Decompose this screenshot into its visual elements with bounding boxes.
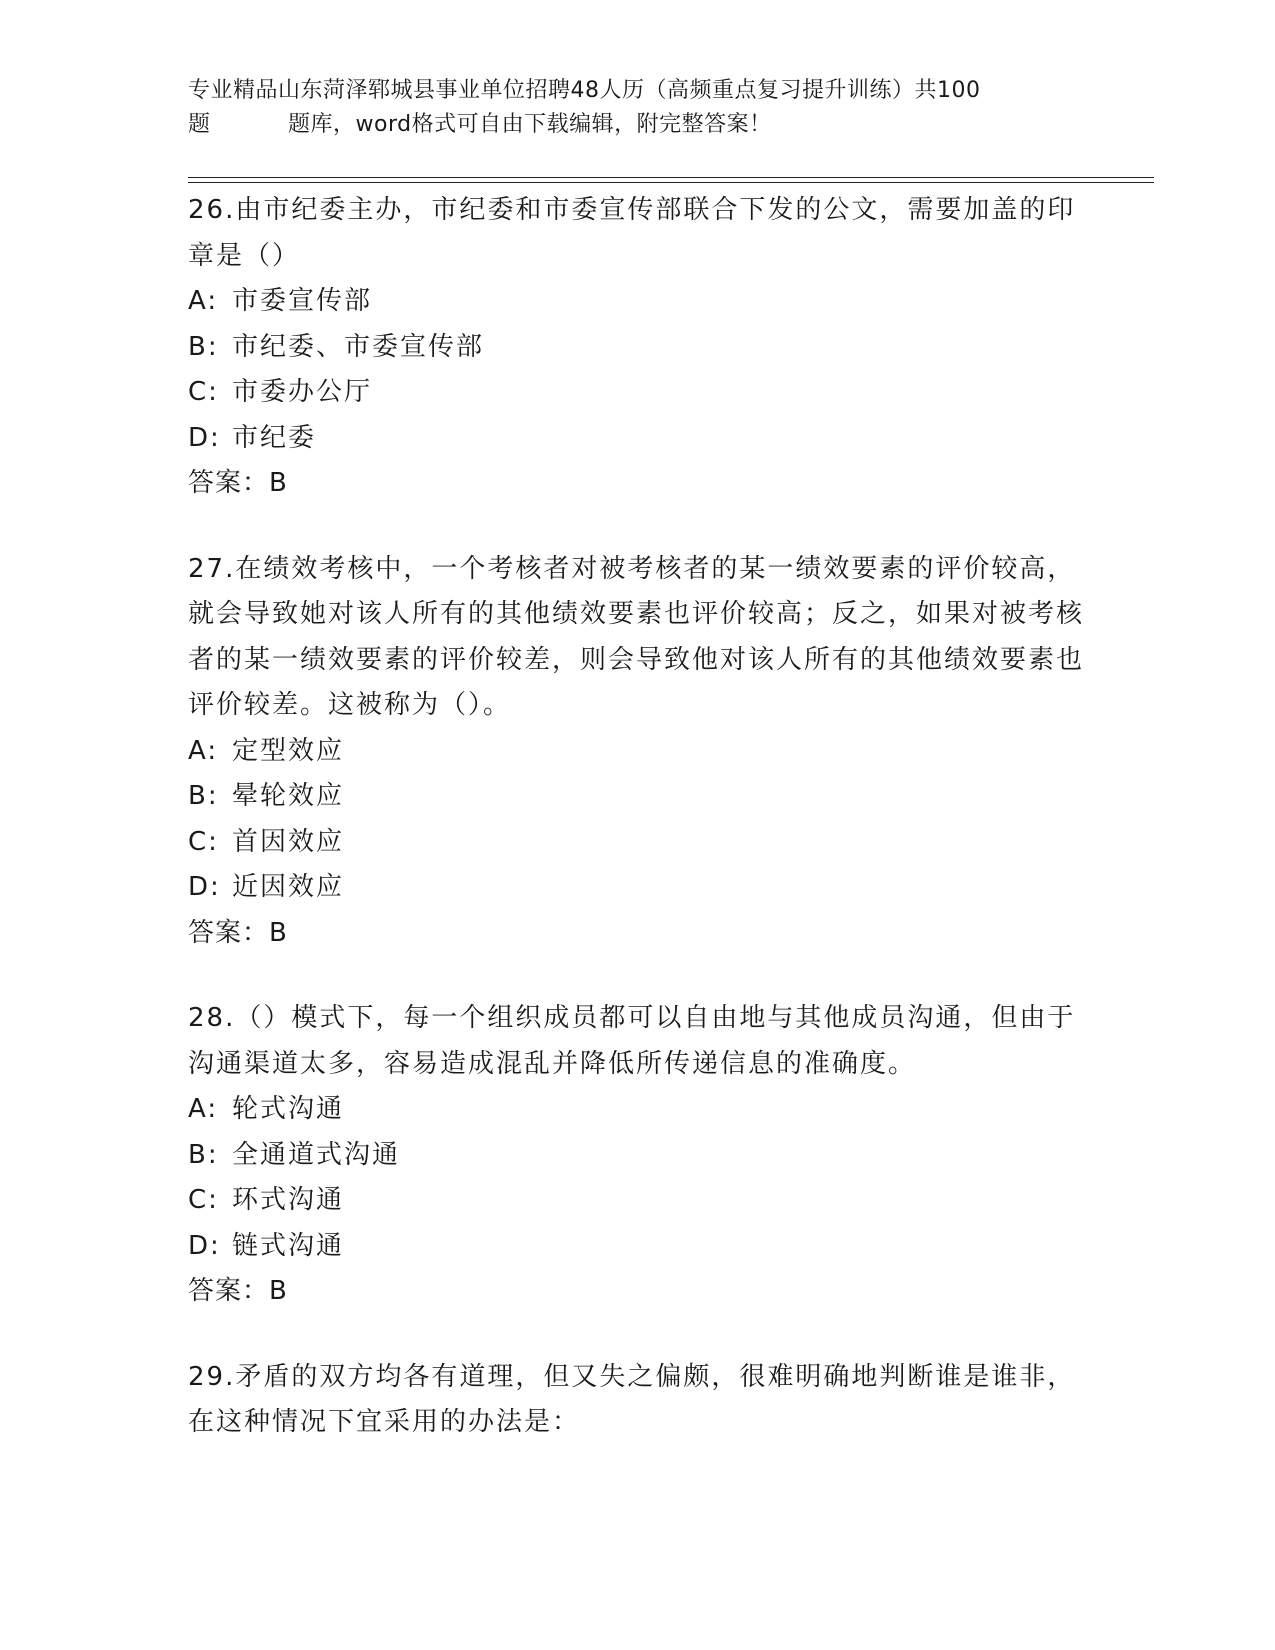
option-text: 晕轮效应 bbox=[232, 781, 345, 811]
option-text: 市纪委 bbox=[232, 422, 317, 453]
question-27 bbox=[188, 547, 1088, 957]
question-list bbox=[188, 188, 1088, 1486]
option-a bbox=[188, 1087, 1088, 1133]
option-text: 首因效应 bbox=[232, 826, 345, 857]
header-divider-bottom bbox=[188, 182, 1154, 183]
header-subtitle-line bbox=[188, 108, 1068, 142]
question-text: 27.在绩效考核中，一个考核者对被考核者的某一绩效要素的评价较高，就会导致她对该人所有的其他绩效要素也评价较高；反之，如果对被考核者的某一绩效要素的评价较差，则会导致他对该人所有的其他绩效要素也评价较差。这被称为（）。 bbox=[188, 553, 1085, 720]
header-subtitle-lead: 题 bbox=[188, 112, 211, 137]
option-text: 市委宣传部 bbox=[232, 286, 373, 316]
answer-line: 答案：B bbox=[188, 468, 288, 498]
option-key: A: bbox=[188, 286, 219, 316]
header-title-line: 专业精品山东菏泽郓城县事业单位招聘48人历（高频重点复习提升训练）共100 bbox=[188, 78, 981, 103]
question-26 bbox=[188, 188, 1088, 507]
option-text: 环式沟通 bbox=[232, 1185, 345, 1215]
option-key: A: bbox=[188, 1094, 219, 1124]
option-d bbox=[188, 865, 1088, 911]
option-c bbox=[188, 820, 1088, 866]
question-text: 26.由市纪委主办，市纪委和市委宣传部联合下发的公文，需要加盖的印章是（） bbox=[188, 195, 1076, 271]
option-key: D: bbox=[188, 872, 221, 902]
question-28 bbox=[188, 996, 1088, 1315]
question-text: 29.矛盾的双方均各有道理，但又失之偏颇，很难明确地判断谁是谁非，在这种情况下宜采用的办法是： bbox=[188, 1361, 1076, 1437]
question-text: 28.（）模式下，每一个组织成员都可以自由地与其他成员沟通，但由于沟通渠道太多，容易造成混乱并降低所传递信息的准确度。 bbox=[188, 1003, 1076, 1079]
option-text: 定型效应 bbox=[232, 735, 345, 766]
document-header bbox=[188, 74, 1068, 142]
option-key: A: bbox=[188, 735, 219, 766]
answer-line: 答案：B bbox=[188, 917, 288, 948]
option-a bbox=[188, 729, 1088, 775]
option-text: 全通道式沟通 bbox=[232, 1139, 401, 1170]
option-a bbox=[188, 279, 1088, 325]
option-key: B: bbox=[188, 331, 219, 362]
option-key: B: bbox=[188, 1139, 219, 1170]
option-text: 轮式沟通 bbox=[232, 1094, 345, 1124]
header-divider-top bbox=[188, 177, 1154, 178]
option-b bbox=[188, 325, 1088, 371]
option-text: 市纪委、市委宣传部 bbox=[232, 331, 485, 362]
option-text: 链式沟通 bbox=[232, 1230, 345, 1261]
option-c bbox=[188, 370, 1088, 416]
option-b bbox=[188, 774, 1088, 820]
option-key: C: bbox=[188, 826, 219, 857]
header-subtitle-text: 题库，word格式可自由下载编辑，附完整答案！ bbox=[288, 112, 772, 137]
option-key: C: bbox=[188, 377, 219, 407]
answer-line: 答案：B bbox=[188, 1276, 288, 1306]
option-d bbox=[188, 416, 1088, 462]
option-key: B: bbox=[188, 781, 219, 811]
option-key: D: bbox=[188, 1230, 221, 1261]
option-d bbox=[188, 1224, 1088, 1270]
option-key: C: bbox=[188, 1185, 219, 1215]
option-text: 近因效应 bbox=[232, 872, 345, 902]
question-29 bbox=[188, 1355, 1088, 1446]
option-text: 市委办公厅 bbox=[232, 377, 373, 407]
option-b bbox=[188, 1133, 1088, 1179]
option-c bbox=[188, 1178, 1088, 1224]
option-key: D: bbox=[188, 422, 221, 453]
